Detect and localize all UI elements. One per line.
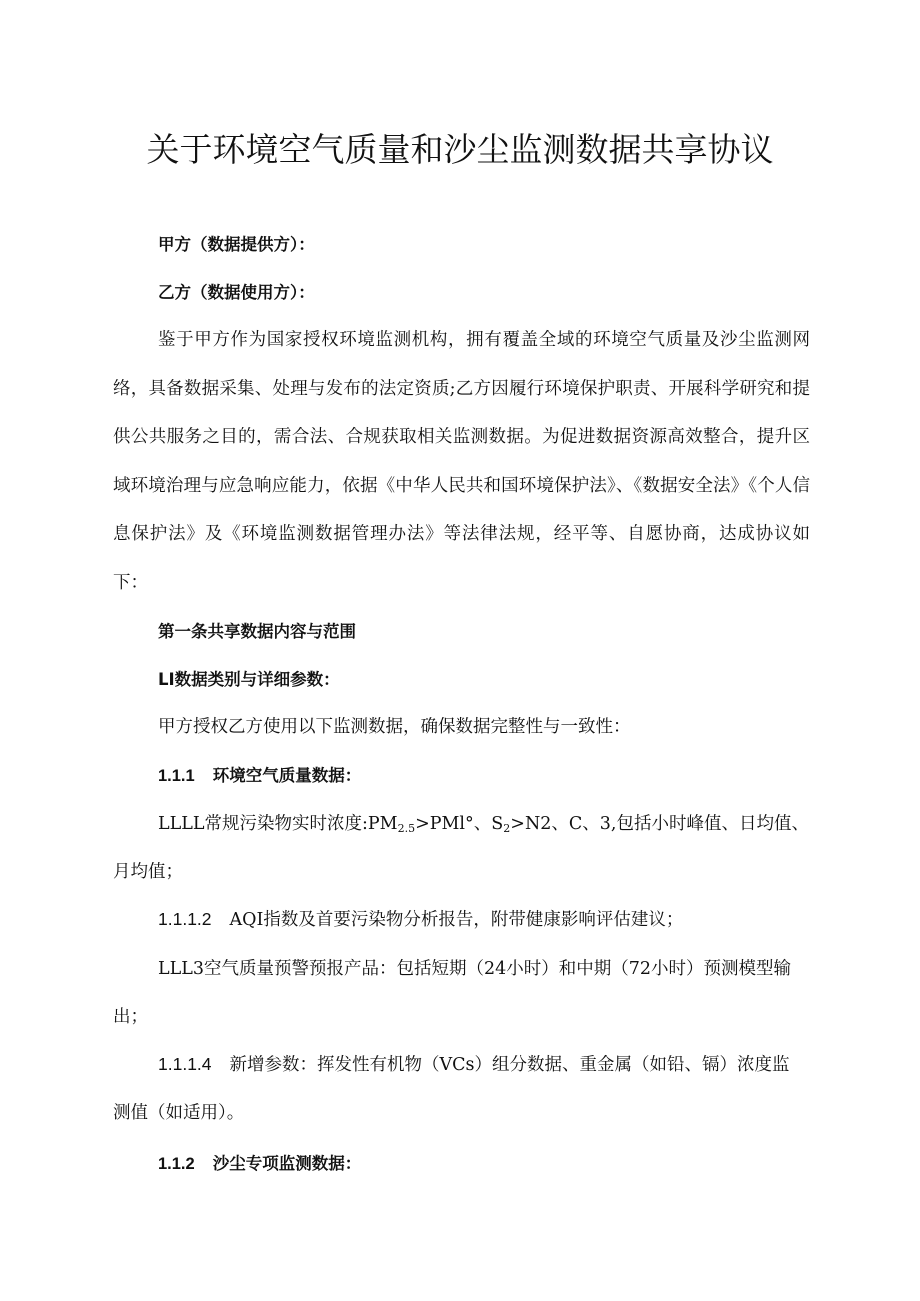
item-1-1-1-4-continuation: 测值（如适用）。 — [113, 1103, 245, 1123]
section-1-1-heading: LI数据类别与详细参数： — [158, 670, 340, 689]
item-1-1-2-number: 1.1.2 — [158, 1155, 195, 1173]
preamble-paragraph: 鉴于甲方作为国家授权环境监测机构，拥有覆盖全域的环境空气质量及沙尘监测网络，具备数据采集、处理与发布的法定资质;乙方因履行环境保护职责、开展科学研究和提供公共服务之目的，需合法、合规获取相关监测数据。为促进数据资源高效整合，提升区域环境治理与应急响应能力，依据《中华人民共和国环境保护法》、《数据安全法》《个人信息保护法》及《环境监测数据管理办法》等法律法规，经平等、自愿协商，达成协议如下： — [113, 330, 810, 593]
item-1-1-1-1-rest: >N2、C、3,包括小时峰值、日均值、 — [510, 814, 809, 834]
item-1-1-1-2-line — [158, 906, 683, 931]
item-1-1-1-4-text: 新增参数：挥发性有机物（VCs）组分数据、重金属（如铅、镉）浓度监 — [229, 1055, 790, 1075]
item-1-1-1-1-mid: >PMl°、S — [415, 814, 504, 834]
article-1-heading: 第一条共享数据内容与范围 — [158, 622, 356, 641]
party-a-line: 甲方（数据提供方）： — [158, 235, 315, 254]
item-1-1-1-3-line: LLL3空气质量预警预报产品：包括短期（24小时）和中期（72小时）预测模型输 — [158, 959, 792, 979]
item-1-1-1-1-continuation: 月均值； — [113, 862, 183, 882]
item-1-1-1-2-text: AQI指数及首要污染物分析报告，附带健康影响评估建议； — [229, 910, 684, 930]
item-1-1-1-2-number: 1.1.1.2 — [158, 909, 212, 929]
section-1-1-intro: 甲方授权乙方使用以下监测数据，确保数据完整性与一致性： — [158, 717, 631, 737]
pm25-subscript: 2.5 — [397, 822, 416, 835]
item-1-1-1-4-number: 1.1.1.4 — [158, 1054, 212, 1074]
item-1-1-1-4-line — [158, 1051, 790, 1076]
item-1-1-1-label: 环境空气质量数据： — [212, 766, 362, 785]
item-1-1-1-1-prefix: LLLL常规污染物实时浓度:PM — [158, 814, 398, 834]
item-1-1-1-3-continuation: 出； — [113, 1007, 148, 1027]
document-title: 关于环境空气质量和沙尘监测数据共享协议 — [146, 130, 774, 169]
item-1-1-1-heading — [158, 762, 361, 786]
item-1-1-2-label: 沙尘专项监测数据： — [212, 1154, 362, 1173]
item-1-1-1-number: 1.1.1 — [158, 767, 195, 785]
party-b-line: 乙方（数据使用方）： — [158, 283, 315, 302]
so2-subscript: 2 — [503, 822, 511, 835]
item-1-1-1-1-line — [158, 810, 809, 835]
item-1-1-2-heading — [158, 1150, 361, 1174]
